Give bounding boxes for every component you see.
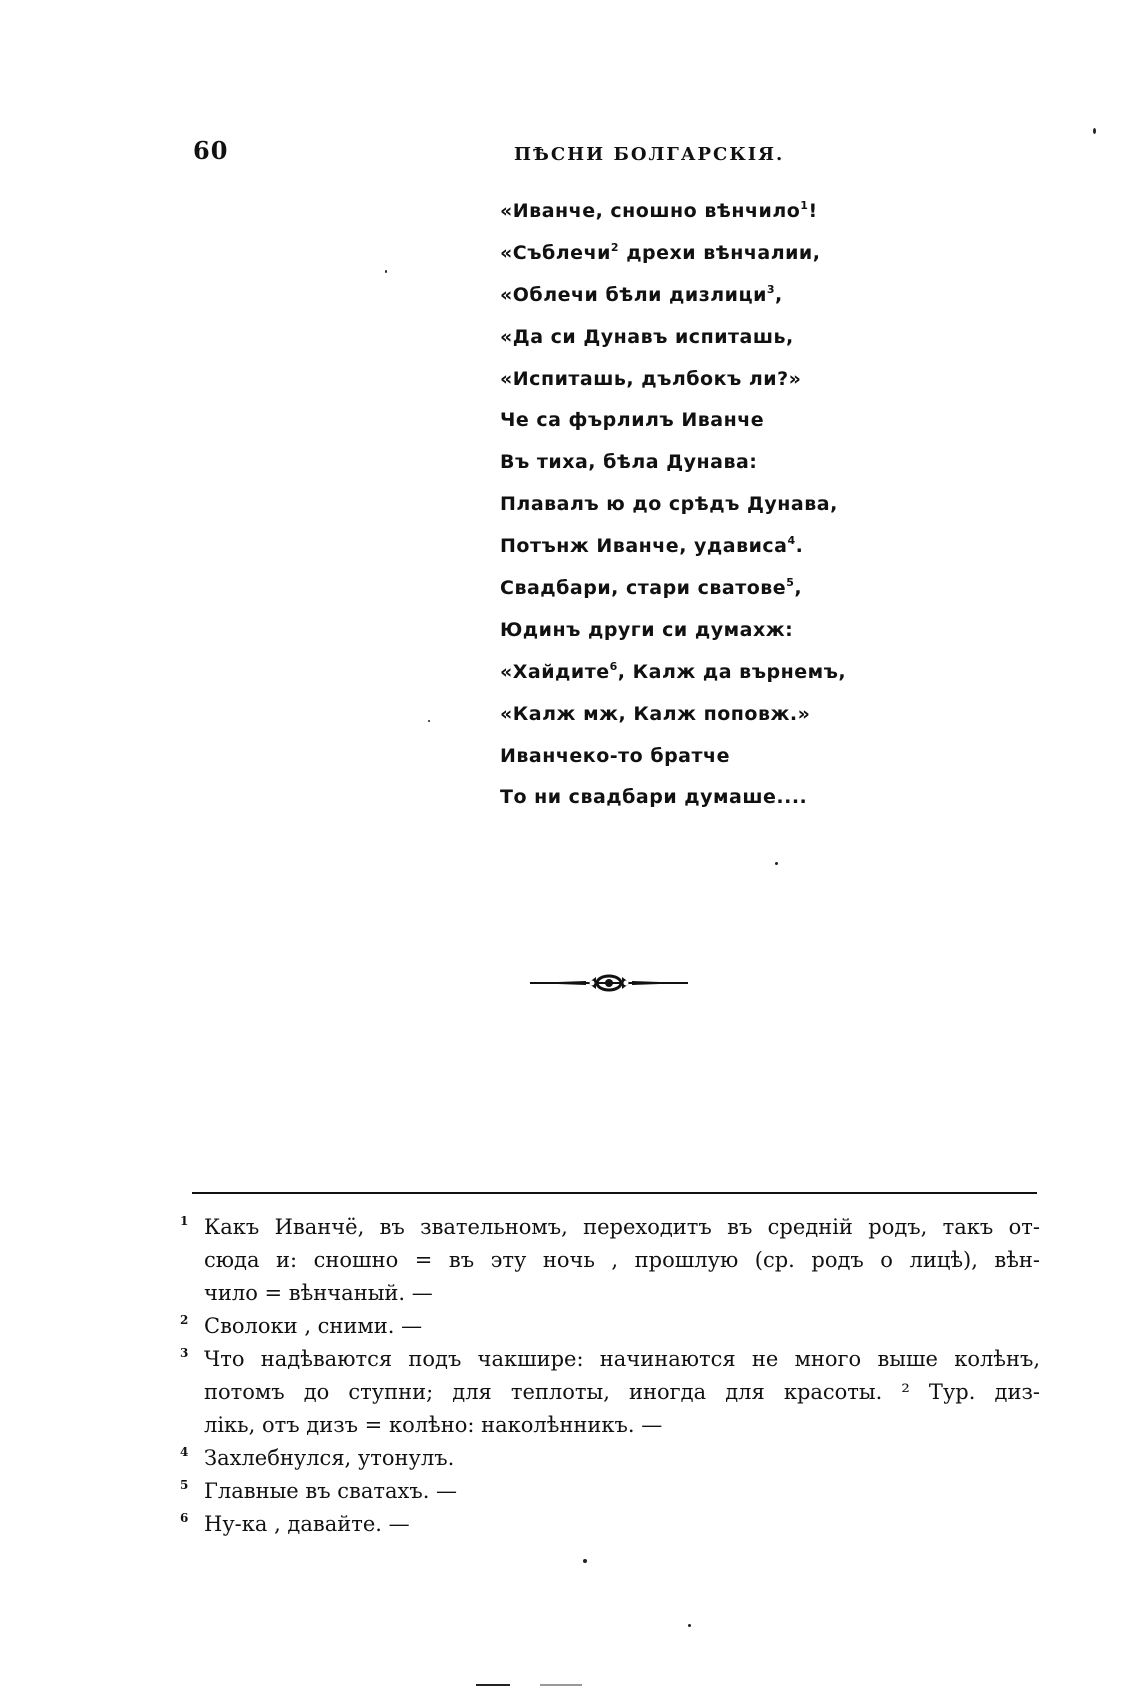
footnote-line: Какъ Иванчё, въ звательномъ, переходитъ въ средній родъ, такъ от- [204,1215,1040,1239]
scan-speck [688,1624,691,1627]
footnote-item [180,1442,1040,1475]
footnote-item [180,1211,1040,1310]
ornament-divider-icon [528,972,690,994]
poem-line [500,491,846,533]
footnote-ref: 2 [610,240,620,254]
footnote-line: Ну-ка , давайте. — [204,1512,410,1536]
poem-line-tail: ! [808,200,818,222]
footnote-number: 6 [180,1511,189,1525]
scan-speck [583,1559,587,1563]
poem-line-tail: , [794,577,803,600]
running-title: ПѢСНИ БОЛГАРСКІЯ. [514,144,785,165]
poem-line-text: «Иванче, сношно вѣнчило [500,200,801,222]
poem-line [500,743,846,785]
scan-artifact [540,1684,582,1686]
poem-line-tail: , [775,283,783,306]
poem-line [500,617,846,659]
footnote-line: лікь, отъ дизъ = колѣно: наколѣнникъ. — [204,1413,663,1437]
poem-line-text: Че са фърлилъ Иванче [500,409,765,432]
footnote-number: 3 [180,1346,189,1360]
poem-line-text: «Облечи бѣли дизлици [500,283,767,306]
poem-line-tail: дрехи вѣнчалии, [619,241,821,264]
poem-line-text: Плавалъ ю до срѣдъ Дунава, [500,493,838,516]
footnote-number: 1 [180,1214,189,1228]
footnote-line: сюда и: сношно = въ эту ночь , прошлую (ср. родъ о лицѣ), вѣн- [204,1248,1040,1272]
poem-line [500,533,846,575]
footnote-line: Что надѣваются подъ чакшире: начинаются не много выше колѣнъ, [204,1347,1040,1371]
poem-line [500,282,846,324]
footnote-separator [192,1192,1037,1194]
footnote-number: 4 [180,1445,189,1459]
poem-line-tail: . [795,535,804,558]
footnote-ref: 3 [766,282,776,296]
footnote-number: 2 [180,1313,189,1327]
poem-line-text: Юдинъ други си думахж: [500,618,794,641]
footnote-line: Главные въ сватахъ. — [204,1479,458,1503]
footnote-item [180,1475,1040,1508]
poem-line [500,659,846,701]
poem-line-text: Потънж Иванче, удависа [500,535,788,558]
poem-line [500,784,846,826]
poem-line [500,407,846,449]
footnote-line: чило = вѣнчаный. — [204,1281,433,1305]
poem-line [500,324,846,366]
poem-line-text: «Съблечи [500,241,611,264]
footnote-ref: 1 [800,199,809,212]
footnote-line: Захлебнулся, утонулъ. [204,1446,455,1470]
poem-line [500,575,846,617]
footnote-number: 5 [180,1478,189,1492]
poem-line-text: Иванчеко-то братче [500,744,730,767]
poem-line-text: Свадбари, стари сватове [500,577,787,600]
poem-line-tail: , Калж да върнемъ, [617,660,847,683]
poem-line-text: «Испиташь, дълбокъ ли?» [500,367,802,390]
poem-body [500,198,846,826]
footnotes [180,1211,1040,1541]
footnote-ref: 5 [786,576,795,590]
scan-speck [428,720,430,722]
poem-line [500,449,846,491]
scan-speck [775,862,778,865]
footnote-item [180,1343,1040,1442]
poem-line [500,198,846,240]
poem-line-text: «Калж мж, Калж поповж.» [500,702,811,725]
poem-line-text: «Хайдите [500,660,610,683]
scan-speck [1093,128,1096,134]
page-number: 60 [193,136,229,165]
poem-line-text: Въ тиха, бѣла Дунава: [500,451,758,474]
footnote-ref: 6 [609,659,618,673]
footnote-item [180,1310,1040,1343]
scan-speck [385,270,387,273]
footnote-ref: 4 [787,534,796,548]
poem-line-text: То ни свадбари думаше.... [500,786,808,809]
footnote-line: Сволоки , сними. — [204,1314,423,1338]
poem-line-text: «Да си Дунавъ испиташь, [500,325,794,348]
poem-line [500,366,846,408]
poem-line [500,240,846,282]
poem-line [500,701,846,743]
footnote-item [180,1508,1040,1541]
scan-artifact [476,1684,510,1686]
footnote-line: потомъ до ступни; для теплоты, иногда для красоты. ² Тур. диз- [204,1380,1040,1404]
